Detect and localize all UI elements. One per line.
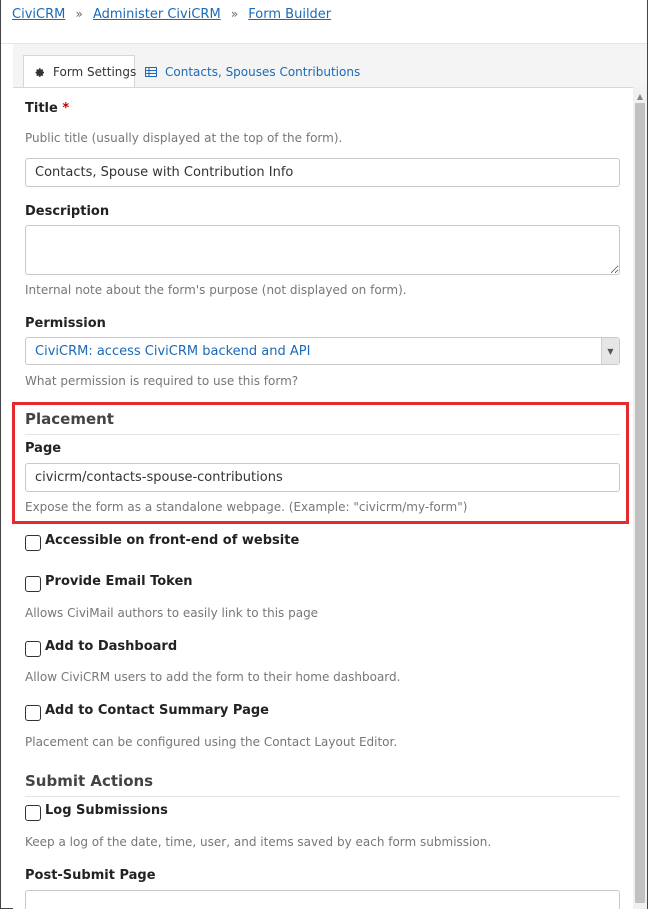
contact-summary-option[interactable] [25,704,269,721]
page-label: Page [25,441,62,456]
scroll-up-arrow-icon[interactable]: ▲ [636,91,644,101]
description-help: Internal note about the form's purpose (not displayed on form). [25,283,407,297]
scrollbar-thumb[interactable] [635,103,645,903]
breadcrumb [12,7,331,22]
frontend-label: Accessible on front-end of website [45,533,300,548]
title-input[interactable]: Contacts, Spouse with Contribution Info [25,158,620,187]
breadcrumb-separator: » [75,7,83,21]
log-submissions-label: Log Submissions [45,803,168,818]
page-input[interactable]: civicrm/contacts-spouse-contributions [25,463,620,492]
dashboard-checkbox[interactable] [25,641,41,657]
dashboard-label: Add to Dashboard [45,639,178,654]
breadcrumb-link-form-builder[interactable]: Form Builder [248,7,332,22]
email-token-help: Allows CiviMail authors to easily link to this page [25,606,319,620]
dropdown-arrow-icon[interactable]: ▼ [601,338,619,364]
dashboard-help: Allow CiviCRM users to add the form to their home dashboard. [25,670,401,684]
contact-summary-help: Placement can be configured using the Contact Layout Editor. [25,735,398,749]
email-token-option[interactable] [25,575,193,592]
permission-select[interactable] [25,337,620,365]
description-textarea[interactable] [25,225,620,275]
page-help: Expose the form as a standalone webpage. (Example: "civicrm/my-form") [25,500,468,514]
post-submit-input[interactable] [25,890,620,909]
breadcrumb-separator: » [230,7,239,21]
permission-selected-value: CiviCRM: access CiviCRM backend and API [35,343,311,359]
scrollbar[interactable] [633,87,647,909]
description-label: Description [25,204,110,219]
tab-label: Form Settings [53,65,137,79]
breadcrumb-link-administer[interactable]: Administer CiviCRM [92,7,221,22]
permission-label: Permission [25,316,106,331]
log-submissions-help: Keep a log of the date, time, user, and items saved by each form submission. [25,835,492,849]
submit-actions-heading: Submit Actions [25,772,620,797]
contact-summary-label: Add to Contact Summary Page [45,703,269,718]
tab-form-settings[interactable] [23,55,135,88]
log-submissions-checkbox[interactable] [25,805,41,821]
title-label [25,101,69,116]
post-submit-label: Post-Submit Page [25,868,156,883]
tab-contacts-spouses-contributions[interactable] [135,55,361,88]
title-help: Public title (usually displayed at the top of the form). [25,131,343,145]
email-token-checkbox[interactable] [25,576,41,592]
permission-help: What permission is required to use this form? [25,374,299,388]
contact-summary-checkbox[interactable] [25,705,41,721]
gear-icon [34,67,45,78]
required-marker: * [62,101,70,116]
dashboard-option[interactable] [25,640,177,657]
email-token-label: Provide Email Token [45,574,193,589]
frontend-checkbox[interactable] [25,535,41,551]
frontend-option[interactable] [25,534,299,551]
title-label-text: Title [25,101,58,116]
tab-label: Contacts, Spouses Contributions [165,64,361,79]
table-icon [145,67,157,77]
breadcrumb-link-civicrm[interactable]: CiviCRM [12,7,66,22]
log-submissions-option[interactable] [25,804,168,821]
placement-heading: Placement [25,410,620,435]
